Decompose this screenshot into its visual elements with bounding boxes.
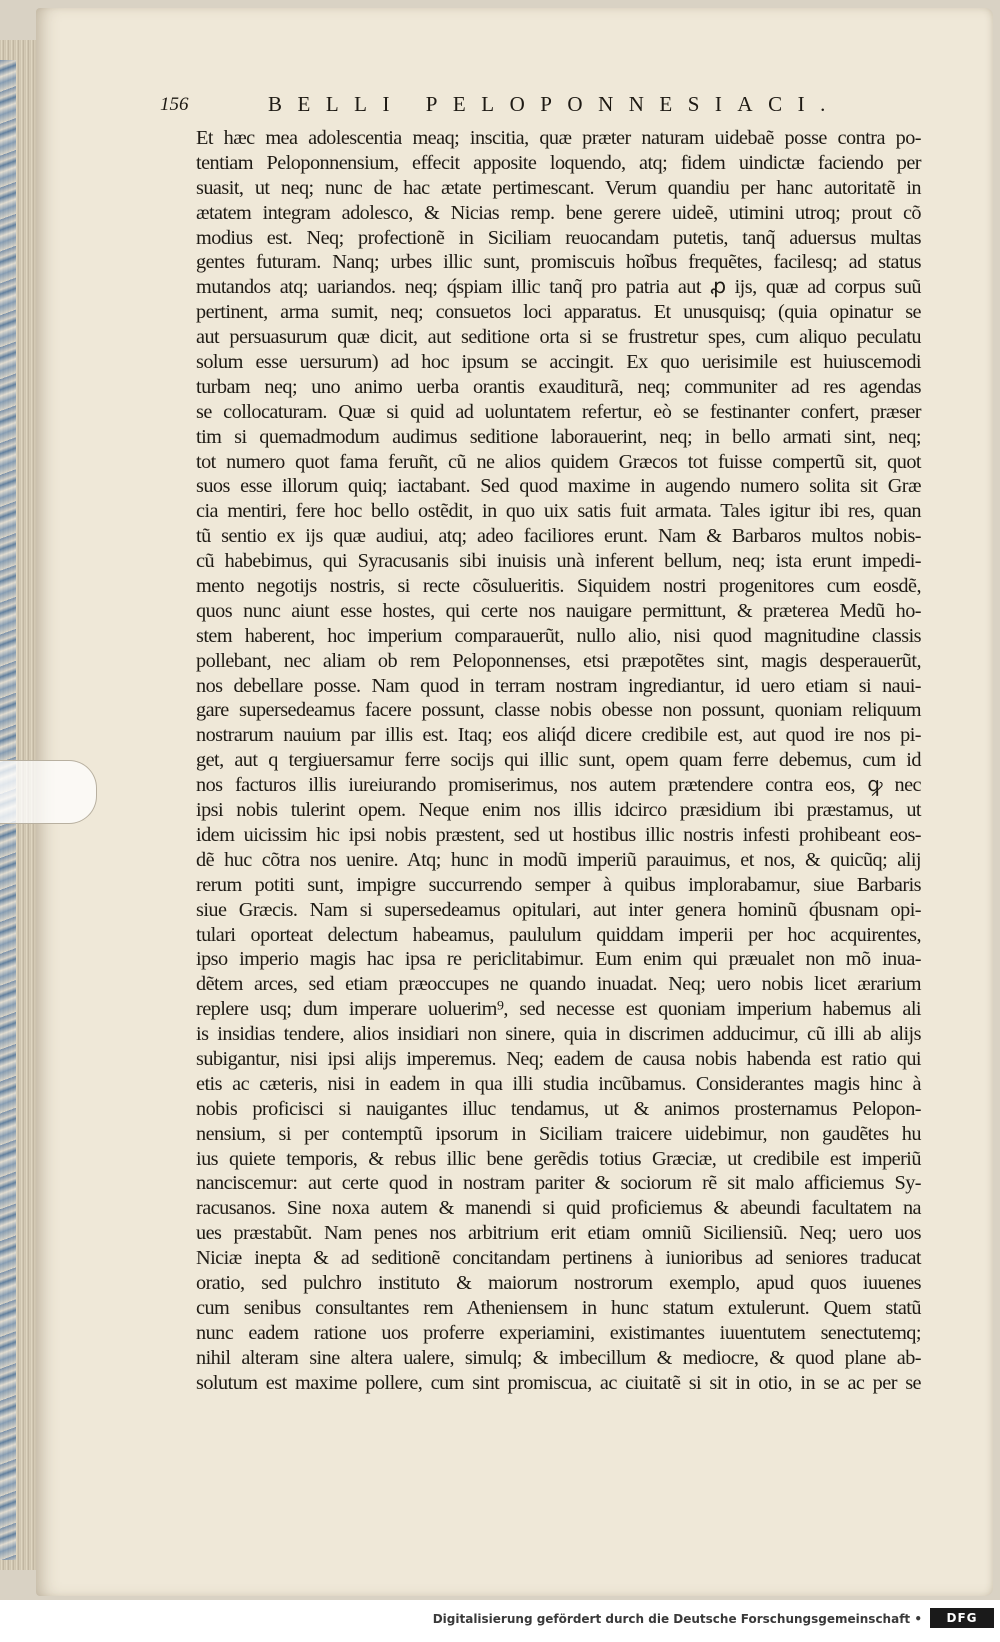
text-line: nostrarum nauium par illis est. Itaq; eos aliq́d dicere credibile est, aut quod ire nos pi- [196, 724, 921, 747]
text-line: ues præstabũt. Nam penes nos arbitrium erit etiam omniũ Siciliensiũ. Neq; uero uos [196, 1222, 921, 1245]
text-line: racusanos. Sine noxa autem & manendi si quid proficiemus & abeundi facultatem na [196, 1197, 921, 1220]
text-line: pertinent, arma sumit, neq; consuetos loci apparatus. Et unusquisq; (quia opinatur se [196, 301, 921, 324]
text-line: etis ac cæteris, nisi in eadem in qua illi studia incũbamus. Considerantes magis hinc à [196, 1072, 921, 1095]
text-line: dẽ huc cõtra nos uenire. Atq; hunc in modũ imperiũ parauimus, et nos, & quicũq; alij [196, 848, 921, 871]
text-line: siue Græcis. Nam si supersedeamus opitulari, aut inter genera hominũ q́busnam opi- [196, 898, 921, 921]
text-line: gare supersedeamus facere possunt, classe nobis obesse non possunt, quoniam reliquum [196, 699, 921, 722]
text-line: turbam neq; uno animo uerba orantis exauditurã, neq; communiter ad res agendas [196, 375, 921, 398]
text-line: replere usq; dum imperare uoluerim⁹, sed necesse est quoniam imperium habemus ali [196, 998, 921, 1021]
text-line: nihil alteram sine altera ualere, simulq; & imbecillum & mediocre, & quod plane ab- [196, 1346, 921, 1369]
text-line: rerum potiti sunt, impigre succurrendo semper à quibus implorabamur, siue Barbaris [196, 873, 921, 896]
page-clip [0, 760, 97, 824]
text-line: nos facturos illis iureiurando promiserimus, nos autem prætendere contra eos, ꝙ nec [196, 774, 921, 797]
text-line: mento negotijs nostris, si recte cõsulueritis. Siquidem nostri progenitores cum eosdẽ, [196, 575, 921, 598]
text-line: suasit, ut neq; nunc de hac ætate pertimescant. Verum quandiu per hanc autoritatẽ in [196, 176, 921, 199]
footer-bar [0, 1600, 1000, 1642]
text-line: tot numero quot fama feruñt, cũ ne alios quidem Græcos tot fuisse compertũ sit, quot [196, 450, 921, 473]
text-line: ius quiete temporis, & rebus illic bene gerẽdis totius Græciæ, ut credibile est imperiũ [196, 1147, 921, 1170]
text-line: oratio, sed pulchro instituto & maiorum nostrorum exemplo, apud quos iuuenes [196, 1271, 921, 1294]
text-line: solutum est maxime pollere, cum sint promiscua, ac ciuitatẽ si sit in otio, in se ac per se [196, 1371, 921, 1394]
text-line: gentes futuram. Nanq; urbes illic sunt, promiscuis hoĩbus frequẽtes, facilesq; ad status [196, 251, 921, 274]
text-line: cũ habebimus, qui Syracusanis sibi inuisis unà inferent bellum, neq; ista erunt impedi- [196, 550, 921, 573]
text-line: suos esse illorum quiq; iactabant. Sed quod maxime in augendo numero solita sit Græ [196, 475, 921, 498]
text-line: quos nunc aiunt esse hostes, qui certe nos nauigare permittunt, & præterea Medũ ho- [196, 599, 921, 622]
text-line: tulari oporteat delectum habeamus, paululum quiddam imperii per hoc acquirentes, [196, 923, 921, 946]
running-head [160, 90, 920, 120]
dfg-logo: DFG [930, 1608, 994, 1628]
text-line: subigantur, nisi ipsi alijs imperemus. Neq; eadem de causa nobis habenda est ratio qui [196, 1047, 921, 1070]
text-line: cia mentiri, fere hoc bello ostẽdit, in quo uix satis fuit armata. Tales igitur ibi res, quan [196, 500, 921, 523]
text-line: Niciæ inepta & ad seditionẽ concitandam pertinens à iunioribus ad seniores traducat [196, 1247, 921, 1270]
text-line: cum senibus consultantes rem Atheniensem in hunc statum extulerunt. Quem statũ [196, 1296, 921, 1319]
text-line: mutandos atq; uariandos. neq; q́spiam illic tanq̃ pro patria aut ꝓ ijs, quæ ad corpus suũ [196, 276, 921, 299]
text-line: nanciscemur: aut certe quod in nostram pariter & sociorum rẽ sit malo afficiemus Sy- [196, 1172, 921, 1195]
text-line: nunc eadem ratione uos proferre experiamini, existimantes iuuentutem senectutemq; [196, 1321, 921, 1344]
funding-notice: Digitalisierung gefördert durch die Deutsche Forschungsgemeinschaft • [432, 1612, 922, 1626]
text-line: ætatem integram adolesco, & Nicias remp. bene gerere uideẽ, utimini utroq; prout cõ [196, 201, 921, 224]
text-line: nobis proficisci si nauigantes illuc tendamus, ut & animos prosternamus Pelopon- [196, 1097, 921, 1120]
text-line: is insidias tendere, alios insidiari non sinere, quia in discrimen adducimur, cũ illi ab alijs [196, 1023, 921, 1046]
text-line: idem uicissim hic ipsi nobis præstent, sed ut hostibus illic nostris infesti prohibeant eos- [196, 823, 921, 846]
text-line: pollebant, nec aliam ob rem Peloponnenses, etsi præpotẽtes sint, magis desperauerũt, [196, 649, 921, 672]
text-line: get, aut q tergiuersamur ferre socijs qui illic sunt, opem quam ferre debemus, cum id [196, 749, 921, 772]
text-line: tũ sentio ex ijs quæ audiui, atq; adeo faciliores erunt. Nam & Barbaros multos nobis- [196, 525, 921, 548]
text-line: nensium, si per contemptũ ipsorum in Siciliam traicere uidebimur, non gaudẽtes hu [196, 1122, 921, 1145]
page-number: 156 [160, 94, 189, 115]
body-text [196, 126, 921, 1395]
text-line: solum esse uersurum) ad hoc ipsum se accingit. Ex quo uerisimile est huiuscemodi [196, 351, 921, 374]
text-line: Et hæc mea adolescentia meaq; inscitia, quæ præter naturam uidebaẽ posse contra po- [196, 127, 921, 149]
text-line: stem haberent, hoc imperium comparauerũt, nullo alio, nisi quod magnitudine classis [196, 624, 921, 647]
text-line: modius est. Neq; profectionẽ in Siciliam reuocandam putetis, tanq̃ aduersus multas [196, 226, 921, 249]
text-line: tim si quemadmodum audimus seditione laborauerint, neq; in bello armati sint, neq; [196, 425, 921, 448]
text-line: se collocaturam. Quæ si quid ad uoluntatem refertur, eò se festinanter confert, præser [196, 400, 921, 423]
text-line: nos debellare posse. Nam quod in terram nostram ingrediantur, id uero etiam si naui- [196, 674, 921, 697]
text-line: tentiam Peloponnensium, effecit apposite loquendo, atq; fidem uindictæ faciendo per [196, 151, 921, 174]
text-line: aut persuasurum quæ dicit, aut seditione orta si se frustretur spes, cum aliquo peculatu [196, 326, 921, 349]
text-line: dẽtem arces, sed etiam præoccupes ne quando inuadat. Neq; uero nobis licet ærarium [196, 973, 921, 996]
text-line: ipsi nobis tulerint opem. Neque enim nos illis idcirco præsidium ibi præstamus, ut [196, 799, 921, 822]
running-head-title: BELLI PELOPONNESIACI. [268, 92, 841, 116]
text-line: ipso imperio magis hac ipsa re periclitabimur. Eum enim qui præualet non mõ inua- [196, 948, 921, 971]
